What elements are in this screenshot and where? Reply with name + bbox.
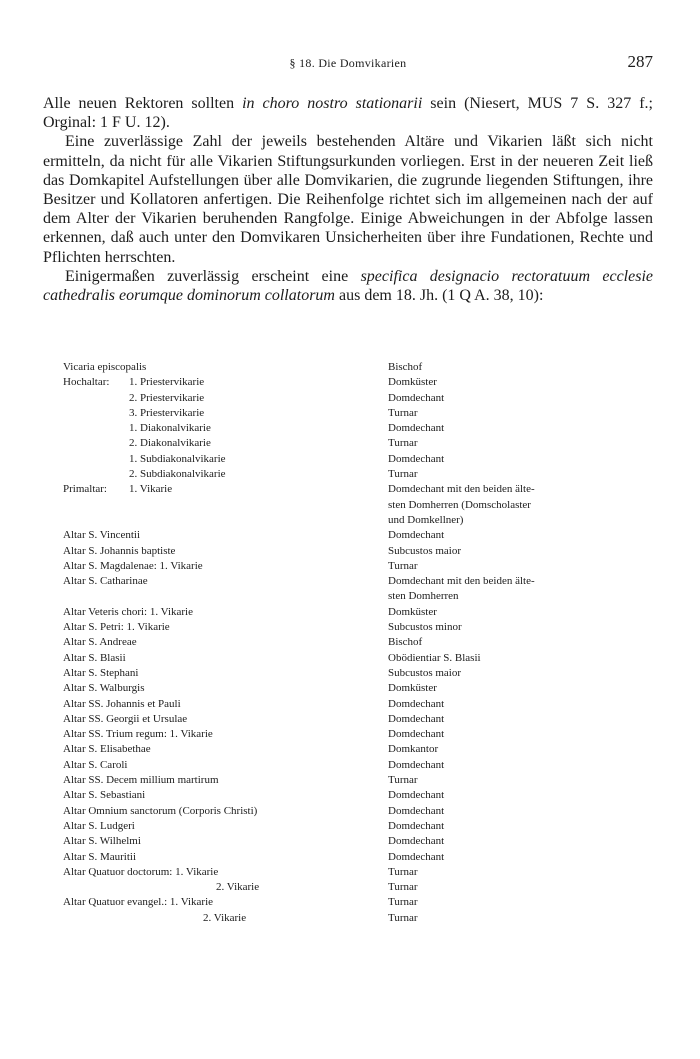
collator-cell: Domdechant <box>388 697 445 710</box>
altar-cell <box>43 544 388 559</box>
italic-phrase: in choro nostro stationarii <box>242 95 423 112</box>
collator-cell: Subcustos maior <box>388 544 462 557</box>
altar-label: Altar SS. Georgii et Ursulae <box>63 712 188 725</box>
table-row <box>43 513 653 528</box>
table-row <box>43 727 653 742</box>
altar-label: Altar SS. Trium regum: 1. Vikarie <box>63 728 213 741</box>
altar-cell <box>43 666 388 681</box>
altar-label <box>63 467 121 482</box>
altar-collator-table <box>43 360 653 926</box>
table-row <box>43 742 653 757</box>
collator-cell: Bischof <box>388 636 423 649</box>
text-run: Alle neuen Rektoren sollten <box>43 95 243 112</box>
collator-cell: Turnar <box>388 437 418 450</box>
altar-label: Altar Veteris chori: 1. Vikarie <box>63 605 193 618</box>
altar-label: Altar S. Stephani <box>63 666 139 679</box>
altar-label: Altar SS. Decem millium martirum <box>63 774 219 787</box>
collator-cell: Domkantor <box>388 743 439 756</box>
vicary-item: 2. Priestervikarie <box>129 391 205 404</box>
altar-label: Altar Omnium sanctorum (Corporis Christi) <box>63 804 258 817</box>
altar-cell <box>43 681 388 696</box>
altar-cell <box>43 834 388 849</box>
table-row <box>43 697 653 712</box>
table-row <box>43 834 653 849</box>
running-head: § 18. Die Domvikarien <box>289 56 407 70</box>
table-row <box>43 559 653 574</box>
collator-cell: Domdechant <box>388 789 445 802</box>
altar-cell <box>43 727 388 742</box>
collator-cell: Domdechant <box>388 728 445 741</box>
collator-cell: Turnar <box>388 774 418 787</box>
altar-label: Altar S. Vincentii <box>63 529 141 542</box>
altar-cell <box>43 375 388 390</box>
collator-cell: Domdechant <box>388 835 445 848</box>
collator-cell: sten Domherren <box>388 590 459 603</box>
altar-cell <box>43 865 388 880</box>
collator-cell: Turnar <box>388 896 418 909</box>
table-row <box>43 360 653 375</box>
altar-cell <box>43 360 388 375</box>
altar-cell <box>43 712 388 727</box>
altar-cell <box>43 605 388 620</box>
collator-cell: Turnar <box>388 559 418 572</box>
altar-cell <box>43 880 388 895</box>
collator-cell: Turnar <box>388 911 418 924</box>
table-row <box>43 589 653 604</box>
vicary-item: 2. Subdiakonalvikarie <box>129 468 226 481</box>
collator-cell: Turnar <box>388 468 418 481</box>
altar-label <box>63 391 121 406</box>
altar-label: Altar Quatuor doctorum: 1. Vikarie <box>63 865 219 878</box>
collator-cell: Domdechant <box>388 804 445 817</box>
vicary-item: 2. Vikarie <box>216 881 260 894</box>
altar-label: Hochaltar: <box>63 376 110 389</box>
altar-cell <box>43 574 388 589</box>
paragraph <box>43 94 653 132</box>
collator-cell: Turnar <box>388 406 418 419</box>
altar-cell <box>43 513 388 528</box>
altar-cell <box>43 391 388 406</box>
altar-label <box>63 406 121 421</box>
table-row <box>43 819 653 834</box>
collator-cell: Bischof <box>388 361 423 373</box>
collator-cell: Domdechant <box>388 529 445 542</box>
text-run: Eine zuverlässige Zahl der jeweils bestehenden Altäre und Vikarien läßt sich nicht ermitteln, da nicht für alle Vikarien Stiftungsurkunden vorliegen. Erst in der neueren Zeit ließ das Domkapitel Aufstellungen über alle Domvikarien, die zugrunde liegenden Stiftungen, ihre Besitzer und Kollatoren anfertigen. Die Reihenfolge richtet sich im allgemeinen nach der auf dem Alter der Vikarien beruhenden Rangfolge. Einige Abweichungen in der Abfolge lassen erkennen, daß auch unter den Domvikaren Unsicherheiten über ihre Fundationen, Rechte und Pflichten herrschten. <box>43 133 653 266</box>
table-row <box>43 421 653 436</box>
altar-cell <box>43 498 388 513</box>
altar-cell <box>43 620 388 635</box>
table-row <box>43 605 653 620</box>
altar-label: Altar S. Mauritii <box>63 850 137 863</box>
altar-label: Primaltar: <box>63 483 107 496</box>
altar-label: Altar S. Sebastiani <box>63 789 146 802</box>
collator-cell: Domdechant <box>388 850 445 863</box>
altar-label <box>63 436 121 451</box>
table-row <box>43 452 653 467</box>
table-row <box>43 651 653 666</box>
altar-cell <box>43 635 388 650</box>
table-row <box>43 773 653 788</box>
table-row <box>43 635 653 650</box>
collator-cell: sten Domherren (Domscholaster <box>388 498 531 511</box>
paragraph <box>43 267 653 305</box>
vicary-item: 2. Vikarie <box>203 911 247 924</box>
table-row <box>43 544 653 559</box>
altar-cell <box>43 482 388 497</box>
table-row <box>43 895 653 910</box>
table-row <box>43 375 653 390</box>
altar-cell <box>43 589 388 604</box>
altar-cell <box>43 406 388 421</box>
table-row <box>43 406 653 421</box>
page-header <box>43 52 653 74</box>
table-row <box>43 436 653 451</box>
vicary-item: 3. Priestervikarie <box>129 406 205 419</box>
collator-cell: Subcustos maior <box>388 666 462 679</box>
collator-cell: Turnar <box>388 865 418 878</box>
vicary-item: 1. Priestervikarie <box>129 376 205 389</box>
altar-label: Altar S. Walburgis <box>63 682 145 695</box>
collator-cell: Domdechant mit den beiden älte- <box>388 575 535 588</box>
table-row <box>43 574 653 589</box>
table-row <box>43 911 653 926</box>
altar-cell <box>43 559 388 574</box>
table-row <box>43 880 653 895</box>
table-row <box>43 681 653 696</box>
collator-cell: Obödientiar S. Blasii <box>388 651 481 664</box>
altar-cell <box>43 850 388 865</box>
table-row <box>43 788 653 803</box>
altar-cell <box>43 452 388 467</box>
table-row <box>43 865 653 880</box>
table-row <box>43 758 653 773</box>
altar-cell <box>43 528 388 543</box>
table-row <box>43 498 653 513</box>
altar-cell <box>43 773 388 788</box>
altar-cell <box>43 911 388 926</box>
vicary-item: 1. Diakonalvikarie <box>129 422 211 435</box>
collator-cell: Domküster <box>388 682 437 695</box>
table-row <box>43 482 653 497</box>
altar-label: Altar Quatuor evangel.: 1. Vikarie <box>63 896 214 909</box>
altar-label: Vicaria episcopalis <box>63 361 147 373</box>
vicary-item: 1. Subdiakonalvikarie <box>129 452 226 465</box>
table-row <box>43 620 653 635</box>
altar-cell <box>43 895 388 910</box>
altar-label: Altar S. Petri: 1. Vikarie <box>63 621 170 634</box>
body-text <box>43 94 653 305</box>
collator-cell: Domdechant <box>388 712 445 725</box>
altar-label: Altar S. Catharinae <box>63 575 148 588</box>
table-row <box>43 391 653 406</box>
altar-label: Altar S. Andreae <box>63 636 137 649</box>
page-number: 287 <box>627 52 653 71</box>
table-row <box>43 850 653 865</box>
altar-label: Altar S. Wilhelmi <box>63 835 141 848</box>
altar-label: Altar S. Ludgeri <box>63 819 135 832</box>
altar-label: Altar S. Caroli <box>63 758 128 771</box>
collator-cell: Domdechant <box>388 452 445 465</box>
altar-label: Altar S. Elisabethae <box>63 743 151 756</box>
text-run: sein (Niesert, MUS 7 S. 327 f.; Orginal: 1 F U. 12). <box>43 95 653 132</box>
collator-cell: Domküster <box>388 376 437 389</box>
altar-label: Altar S. Johannis baptiste <box>63 544 176 557</box>
altar-cell <box>43 651 388 666</box>
altar-cell <box>43 742 388 757</box>
table-row <box>43 666 653 681</box>
altar-label <box>63 452 121 467</box>
collator-cell: Domdechant <box>388 391 445 404</box>
table-row <box>43 804 653 819</box>
altar-cell <box>43 467 388 482</box>
altar-cell <box>43 697 388 712</box>
altar-label: Altar SS. Johannis et Pauli <box>63 697 181 710</box>
altar-cell <box>43 804 388 819</box>
paragraph <box>43 132 653 266</box>
text-run: Einigermaßen zuverlässig erscheint eine <box>65 267 361 285</box>
altar-label: Altar S. Blasii <box>63 651 126 664</box>
table-row <box>43 712 653 727</box>
collator-cell: Subcustos minor <box>388 621 462 634</box>
collator-cell: Domdechant <box>388 758 445 771</box>
collator-cell: Turnar <box>388 881 418 894</box>
altar-cell <box>43 421 388 436</box>
altar-cell <box>43 819 388 834</box>
italic-phrase: specifica designacio rectoratuum ecclesie cathedralis eorumque dominorum collatorum <box>43 267 653 305</box>
altar-cell <box>43 758 388 773</box>
collator-cell: Domdechant mit den beiden älte- <box>388 483 535 496</box>
altar-label: Altar S. Magdalenae: 1. Vikarie <box>63 559 203 572</box>
vicary-item: 2. Diakonalvikarie <box>129 437 211 450</box>
vicary-item: 1. Vikarie <box>129 483 173 496</box>
table-row <box>43 467 653 482</box>
table-row <box>43 528 653 543</box>
collator-cell: und Domkellner) <box>388 513 464 526</box>
text-run: aus dem 18. Jh. (1 Q A. 38, 10): <box>334 287 544 305</box>
collator-cell: Domküster <box>388 605 437 618</box>
collator-cell: Domdechant <box>388 819 445 832</box>
altar-label <box>63 421 121 436</box>
collator-cell: Domdechant <box>388 422 445 435</box>
altar-cell <box>43 788 388 803</box>
altar-cell <box>43 436 388 451</box>
